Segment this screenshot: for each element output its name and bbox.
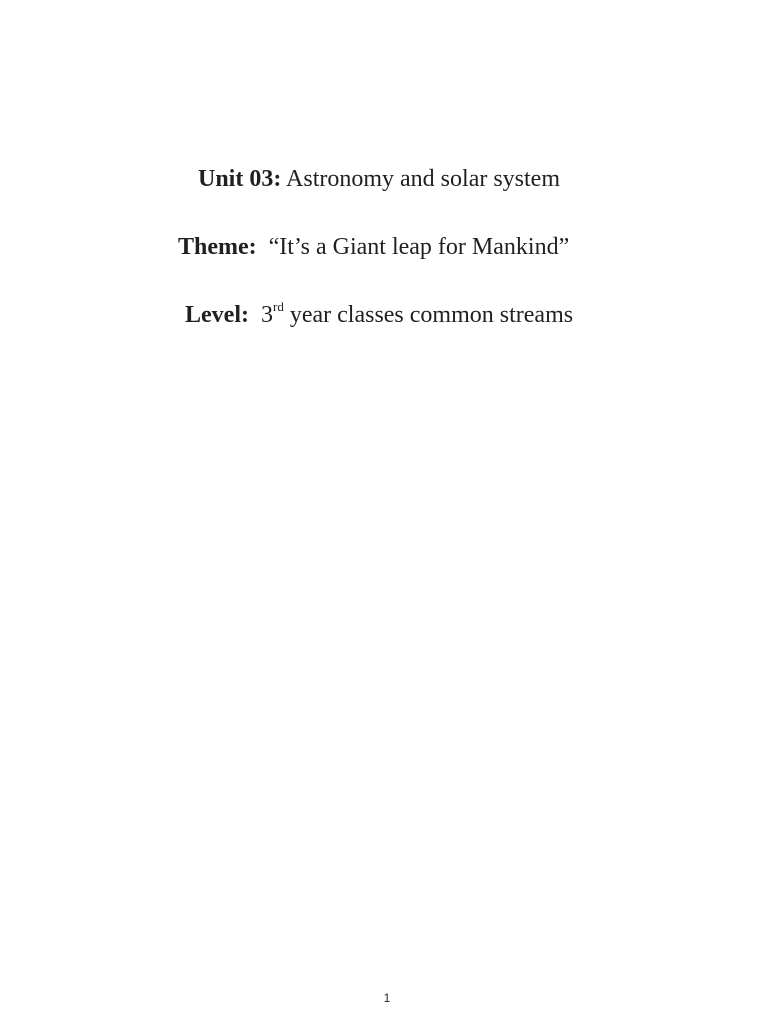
unit-label: Unit 03: <box>198 166 282 192</box>
theme-label: Theme: <box>178 234 257 260</box>
unit-text: Astronomy and solar system <box>286 166 561 192</box>
level-text: year classes common streams <box>289 302 574 328</box>
theme-text: “It’s a Giant leap for Mankind” <box>268 234 570 260</box>
unit-line <box>198 165 560 193</box>
level-ordinal-suffix: rd <box>272 299 284 314</box>
level-label: Level: <box>185 302 249 328</box>
theme-line <box>178 233 569 261</box>
page-number: 1 <box>383 991 391 1005</box>
level-line <box>185 301 573 332</box>
level-number: 3 <box>260 302 273 328</box>
